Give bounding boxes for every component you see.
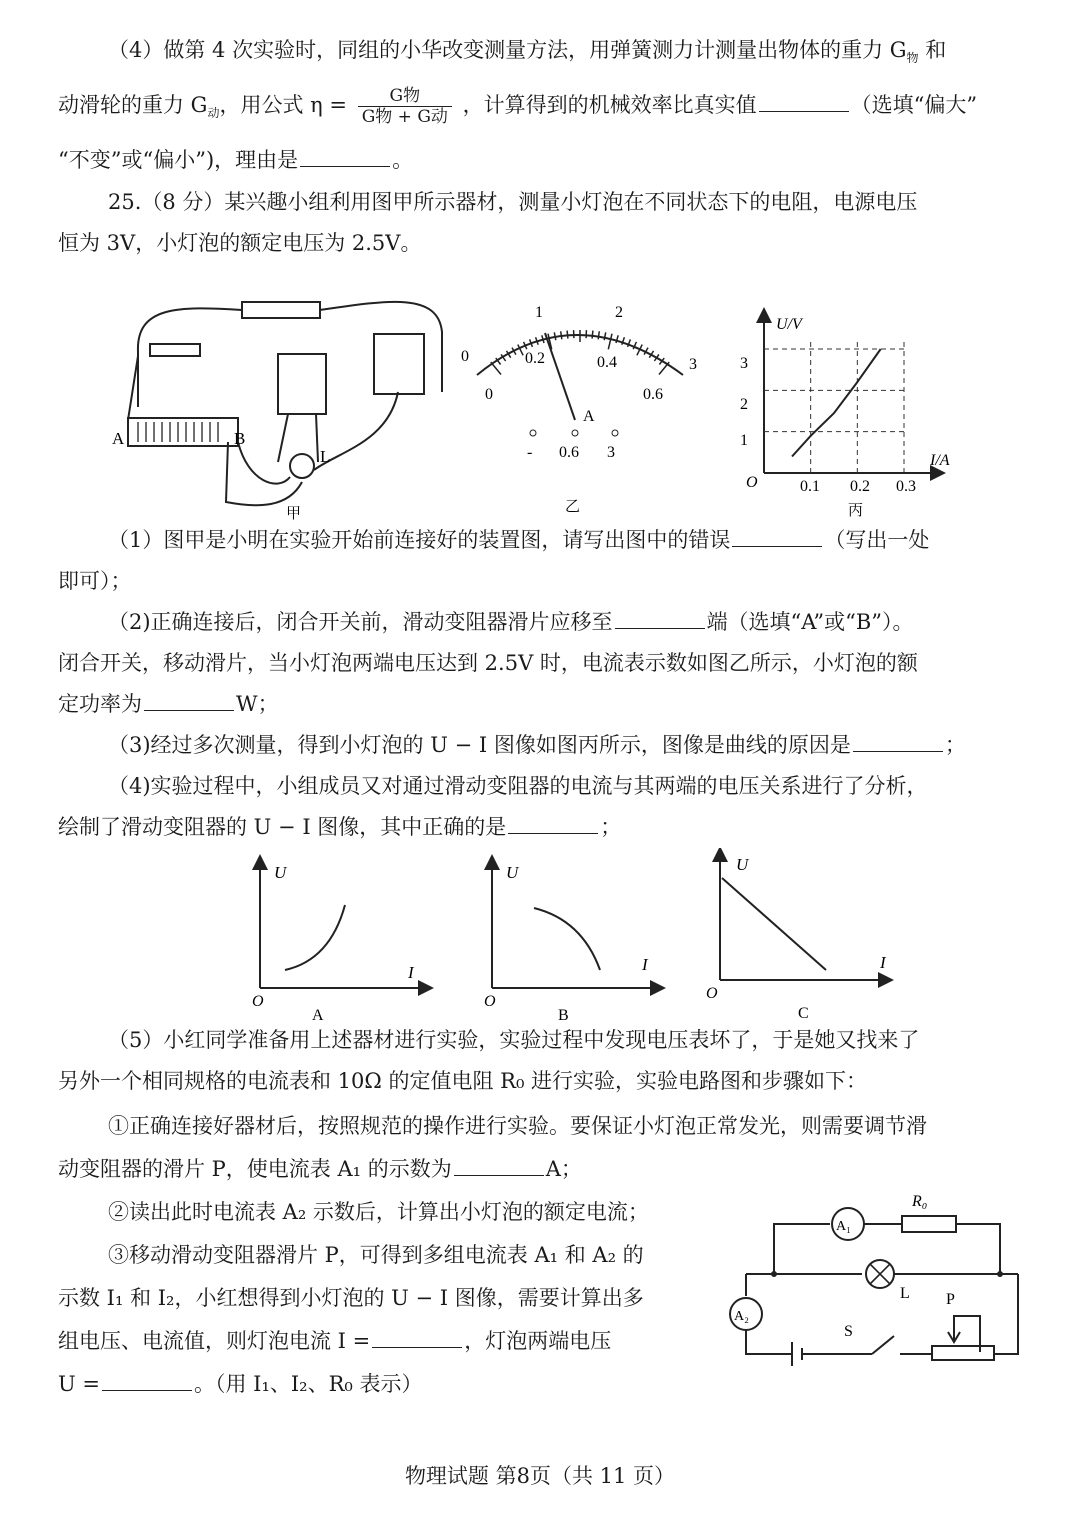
label-a: A [112,429,125,448]
lamp-bulb [290,454,314,478]
sub2-line3: 定功率为 W； [58,688,1038,720]
wire [226,442,302,505]
label-l: L [320,447,331,466]
sub5-line2: 另外一个相同规格的电流表和 10Ω 的定值电阻 R₀ 进行实验，实验电路图和步骤如下： [58,1069,868,1093]
option-xlabel: I [642,955,648,974]
ui-curve [792,349,881,457]
dial-tick [592,331,593,339]
sub2-line2: 闭合开关，移动滑片，当小灯泡两端电压达到 2.5V 时，电流表示数如图乙所示，小灯泡的额 [58,651,918,675]
figure-yi-ammeter [455,295,705,520]
bottom-scale-2: 0.4 [597,354,617,371]
top-scale-2: 2 [615,304,623,321]
option-ylabel: U [506,863,519,882]
xtick-03: 0.3 [896,478,916,495]
xtick-02: 0.2 [850,478,870,495]
sub5-step3-d: U = 。（用 I₁、I₂、R₀ 表示） [58,1368,708,1400]
option-ylabel: U [736,855,749,874]
caption-jia: 甲 [286,506,302,522]
rheostat-body [128,418,238,446]
sub4-line2: 绘制了滑动变阻器的 U − I 图像，其中正确的是 ； [58,811,1038,843]
answer-blank[interactable] [759,89,849,112]
sub5-step2: ②读出此时电流表 A₂ 示数后，计算出小灯泡的额定电流； [108,1200,649,1224]
sub2-line1: （2)正确连接后，闭合开关前，滑动变阻器滑片应移至 端（选填“A”或“B”）。 [108,606,1080,638]
sub5-step1-b: 动变阻器的滑片 P，使电流表 A₁ 的示数为 A； [58,1153,1038,1185]
wire [278,414,288,462]
option-origin: O [252,993,264,1010]
dial-tick [567,331,568,339]
dial-tick [542,335,544,343]
figure-bing-ui-graph [730,305,950,520]
ytick-1: 1 [740,432,748,449]
answer-blank[interactable] [732,524,822,547]
dial-tick [604,332,606,340]
terminal [530,430,536,436]
voltmeter-body [278,354,326,414]
sub5-line1: （5）小红同学准备用上述器材进行实验，实验过程中发现电压表坏了，于是她又找来了 [108,1028,920,1052]
dial-tick [554,332,556,340]
answer-blank[interactable] [372,1325,462,1348]
figure-jia-apparatus [108,292,458,522]
wire [316,414,318,462]
dial-tick [561,331,562,339]
answer-blank[interactable] [508,811,598,834]
battery-box [242,302,320,318]
label-b: B [234,429,246,448]
answer-blank[interactable] [300,144,390,167]
label-l: L [900,1285,910,1302]
top-scale-1: 1 [535,304,543,321]
option-label-c: C [798,1005,809,1022]
option-origin: O [706,985,718,1002]
lamp-cross [870,1264,890,1284]
wire [994,1274,1018,1354]
option-label-b: B [558,1007,569,1024]
wire [774,1224,830,1274]
sub4-line1: （4)实验过程中，小组成员又对通过滑动变阻器的电流与其两端的电压关系进行了分析， [108,774,928,798]
ammeter-body [374,334,424,394]
terminal-minus: - [527,444,533,461]
option-xlabel: I [880,953,886,972]
sub3-line1: （3)经过多次测量，得到小灯泡的 U − I 图像如图丙所示，图像是曲线的原因是 ； [108,729,1080,761]
efficiency-formula: $\frac{\text{G物}}{\text{G物 + G动}}$ [358,86,452,127]
label-p: P [946,1291,955,1308]
option-graph-a [240,850,460,1025]
wire [138,308,242,407]
terminal-3: 3 [607,444,615,461]
y-label: U/V [776,316,802,333]
label-a2: A₂ [734,1309,749,1324]
q24-part4-line2: 动滑轮的重力 $G_动$，用公式 η = $\frac{\text{G物}}{\text{G物 + G动}}$ ，计算得到的机械效率比真实值 （选填“偏大” [58,86,978,127]
sub5-step3-a: ③移动滑动变阻器滑片 P，可得到多组电流表 A₁ 和 A₂ 的 [108,1243,644,1267]
option-ylabel: U [274,863,287,882]
q25-line1: 25.（8 分）某兴趣小组利用图甲所示器材，测量小灯泡在不同状态下的电阻，电源电压 [108,190,918,214]
resistor-r0 [902,1216,956,1232]
option-graph-b [472,850,692,1025]
option-line-c [722,878,826,970]
sub5-step3-b: 示数 I₁ 和 I₂，小红想得到小灯泡的 U − I 图像，需要计算出多 [58,1286,644,1310]
wire [956,1224,1000,1274]
wire [746,1330,792,1354]
switch [150,344,200,356]
sub5-step1-a: ①正确连接好器材后，按照规范的操作进行实验。要保证小灯泡正常发光，则需要调节滑 [108,1114,927,1138]
unit-a: A [583,408,595,425]
ytick-3: 3 [740,355,748,372]
wire [238,442,290,484]
sub1-line1: （1）图甲是小明在实验开始前连接好的装置图，请写出图中的错误 （写出一处 [108,524,1080,556]
x-label: I/A [930,452,950,469]
battery [792,1342,802,1366]
top-scale-3: 3 [689,356,697,373]
caption-yi: 乙 [565,499,581,515]
ytick-2: 2 [740,396,748,413]
sub5-step3-c: 组电压、电流值，则灯泡电流 I = ，灯泡两端电压 [58,1325,708,1357]
option-origin: O [484,993,496,1010]
dial-tick [598,331,599,339]
page-footer: 物理试题 第8页（共 11 页） [404,1464,676,1488]
bottom-scale-0: 0 [485,386,493,403]
option-xlabel: I [408,963,414,982]
option-curve-b [534,908,600,970]
circuit-diagram [722,1180,1040,1370]
option-graph-c [700,848,920,1023]
label-a1: A₁ [836,1219,851,1234]
terminal-06: 0.6 [559,444,579,461]
sub1-line2: 即可）； [58,569,132,593]
wire [128,356,138,420]
q25-line2: 恒为 3V，小灯泡的额定电压为 2.5V。 [58,231,422,255]
rheostat [932,1346,994,1360]
q24-part4-line1: （4）做第 4 次实验时，同组的小华改变测量方法，用弹簧测力计测量出物体的重力 $G_物$ 和 [108,38,947,66]
label-r0: R₀ [912,1193,928,1210]
top-scale-0: 0 [461,348,469,365]
needle [545,333,575,420]
xtick-01: 0.1 [800,478,820,495]
dial-tick [608,334,612,350]
answer-blank[interactable] [102,1368,192,1391]
bottom-scale-3: 0.6 [643,386,663,403]
answer-blank[interactable] [615,606,705,629]
answer-blank[interactable] [853,729,943,752]
caption-bing: 丙 [848,503,864,519]
rheostat-coil [138,422,218,442]
option-label-a: A [312,1007,324,1024]
answer-blank[interactable] [144,688,234,711]
terminal [612,430,618,436]
q24-part4-line3: “不变”或“偏小”)，理由是 。 [58,144,1038,176]
bottom-scale-1: 0.2 [525,350,545,367]
option-curve-a [285,905,345,970]
answer-blank[interactable] [454,1153,544,1176]
terminal [572,430,578,436]
origin: O [746,474,758,491]
label-s: S [844,1323,853,1340]
